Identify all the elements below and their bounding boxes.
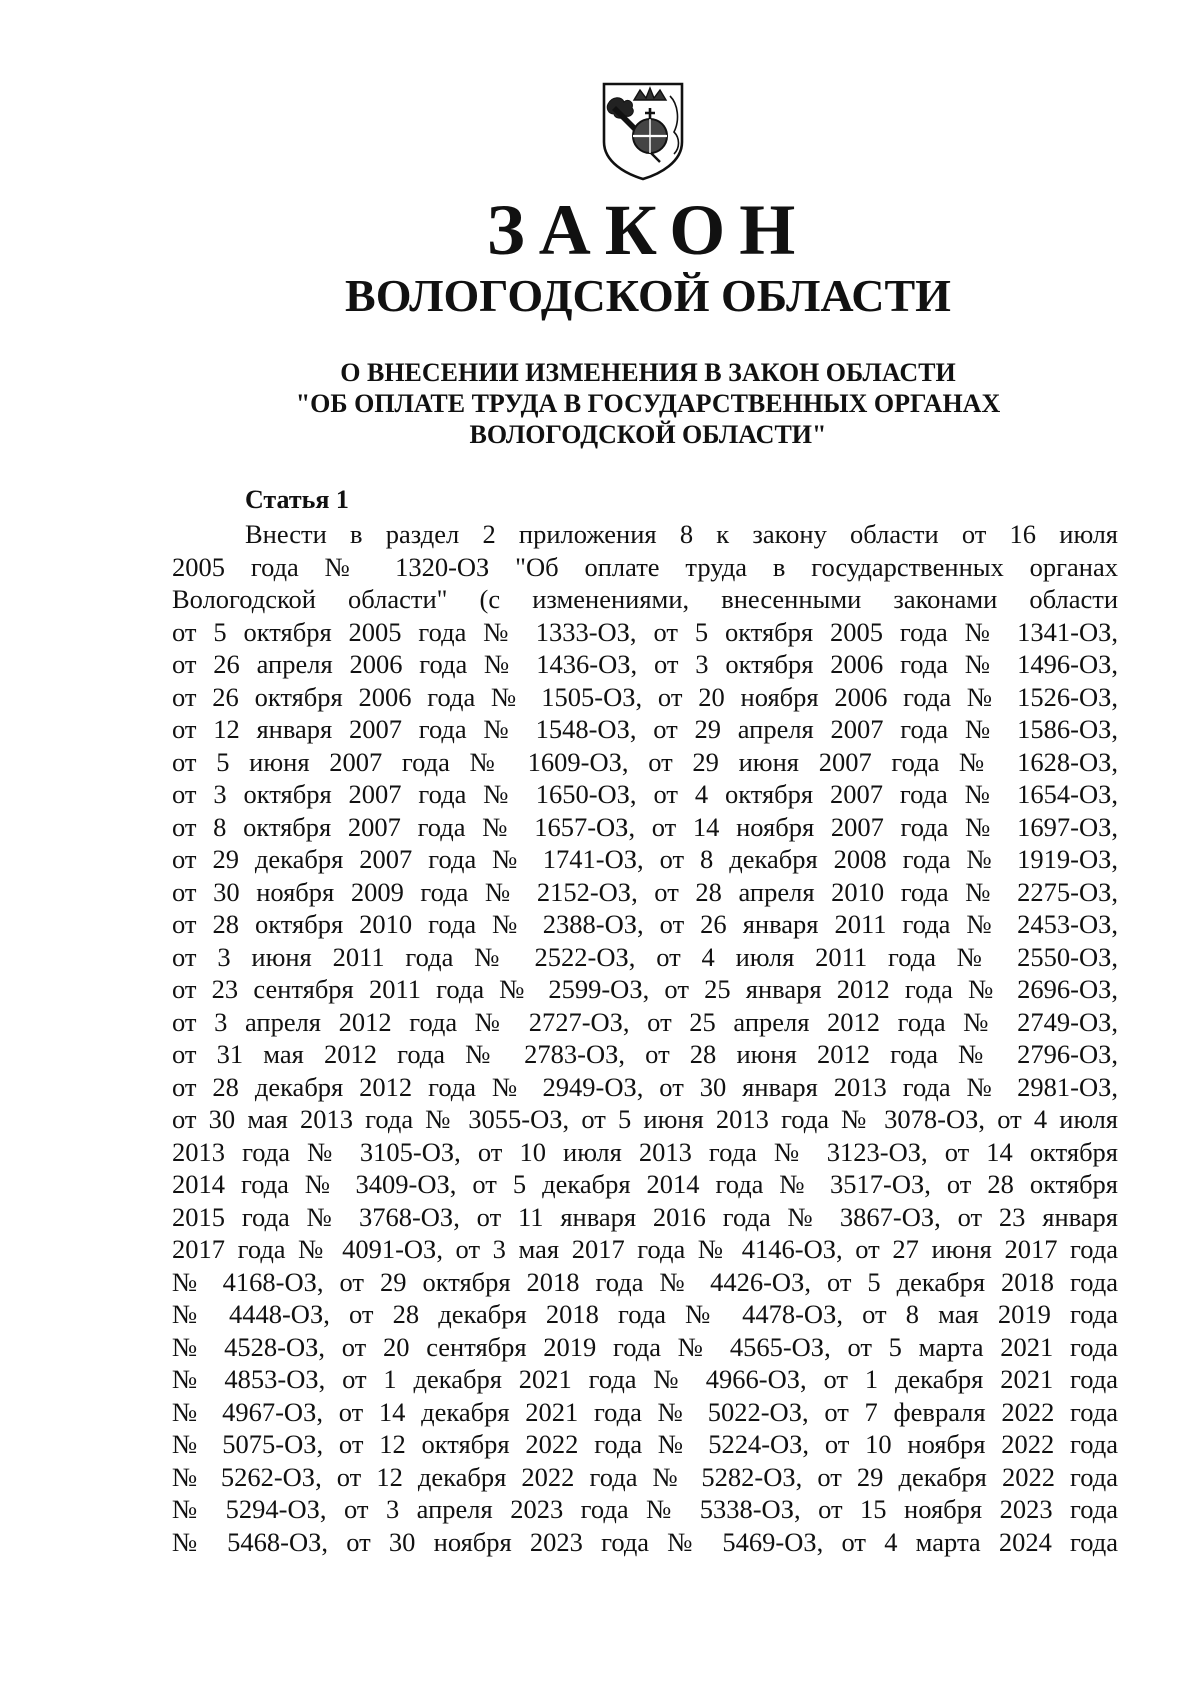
body-line: от 26 апреля 2006 года № 1436-ОЗ, от 3 октября 2006 года № 1496-ОЗ,: [172, 649, 1118, 679]
law-title: ЗАКОН: [486, 190, 810, 270]
article-body: [172, 518, 1118, 1558]
body-line: 2013 года № 3105-ОЗ, от 10 июля 2013 года № 3123-ОЗ, от 14 октября: [172, 1136, 1118, 1167]
heading-line: "ОБ ОПЛАТЕ ТРУДА В ГОСУДАРСТВЕННЫХ ОРГАНАХ: [295, 389, 1001, 418]
body-line: от 31 мая 2012 года № 2783-ОЗ, от 28 июня 2012 года № 2796-ОЗ,: [172, 1039, 1118, 1069]
body-line: от 28 декабря 2012 года № 2949-ОЗ, от 30 января 2013 года № 2981-ОЗ,: [172, 1071, 1118, 1102]
law-heading: [0, 357, 1200, 450]
body-line: от 3 октября 2007 года № 1650-ОЗ, от 4 октября 2007 года № 1654-ОЗ,: [172, 779, 1118, 809]
body-line: 2014 года № 3409-ОЗ, от 5 декабря 2014 года № 3517-ОЗ, от 28 октября: [172, 1169, 1118, 1199]
body-line: 2005 года № 1320-ОЗ "Об оплате труда в государственных органах: [172, 551, 1118, 582]
body-line: № 5468-ОЗ, от 30 ноября 2023 года № 5469-ОЗ, от 4 марта 2024 года: [172, 1526, 1118, 1557]
body-line: Внести в раздел 2 приложения 8 к закону области от 16 июля: [245, 519, 1118, 549]
body-line: № 4853-ОЗ, от 1 декабря 2021 года № 4966-ОЗ, от 1 декабря 2021 года: [172, 1364, 1118, 1394]
body-line: 2015 года № 3768-ОЗ, от 11 января 2016 года № 3867-ОЗ, от 23 января: [172, 1201, 1118, 1232]
body-line: от 12 января 2007 года № 1548-ОЗ, от 29 апреля 2007 года № 1586-ОЗ,: [172, 714, 1118, 744]
body-line: от 5 июня 2007 года № 1609-ОЗ, от 29 июня 2007 года № 1628-ОЗ,: [172, 746, 1118, 777]
body-line: от 3 июня 2011 года № 2522-ОЗ, от 4 июля 2011 года № 2550-ОЗ,: [172, 941, 1118, 972]
body-line: от 29 декабря 2007 года № 1741-ОЗ, от 8 декабря 2008 года № 1919-ОЗ,: [172, 844, 1118, 874]
body-line: № 5294-ОЗ, от 3 апреля 2023 года № 5338-ОЗ, от 15 ноября 2023 года: [172, 1494, 1118, 1524]
body-line: № 5262-ОЗ, от 12 декабря 2022 года № 5282-ОЗ, от 29 декабря 2022 года: [172, 1461, 1118, 1492]
body-line: от 3 апреля 2012 года № 2727-ОЗ, от 25 апреля 2012 года № 2749-ОЗ,: [172, 1006, 1118, 1037]
body-line: № 4448-ОЗ, от 28 декабря 2018 года № 4478-ОЗ, от 8 мая 2019 года: [172, 1299, 1118, 1329]
body-line: Вологодской области" (с изменениями, внесенными законами области: [172, 584, 1118, 614]
body-line: № 4168-ОЗ, от 29 октября 2018 года № 4426-ОЗ, от 5 декабря 2018 года: [172, 1266, 1118, 1297]
law-region: ВОЛОГОДСКОЙ ОБЛАСТИ: [345, 270, 951, 321]
body-line: от 28 октября 2010 года № 2388-ОЗ, от 26 января 2011 года № 2453-ОЗ,: [172, 909, 1118, 939]
coat-of-arms-icon: [600, 80, 686, 182]
body-line: № 4967-ОЗ, от 14 декабря 2021 года № 5022-ОЗ, от 7 февраля 2022 года: [172, 1396, 1118, 1427]
heading-line: О ВНЕСЕНИИ ИЗМЕНЕНИЯ В ЗАКОН ОБЛАСТИ: [340, 358, 956, 387]
body-line: от 26 октября 2006 года № 1505-ОЗ, от 20 ноября 2006 года № 1526-ОЗ,: [172, 681, 1118, 712]
body-line: 2017 года № 4091-ОЗ, от 3 мая 2017 года № 4146-ОЗ, от 27 июня 2017 года: [172, 1234, 1118, 1264]
body-line: № 4528-ОЗ, от 20 сентября 2019 года № 4565-ОЗ, от 5 марта 2021 года: [172, 1331, 1118, 1362]
article-title: Статья 1: [245, 485, 349, 514]
body-line: от 23 сентября 2011 года № 2599-ОЗ, от 25 января 2012 года № 2696-ОЗ,: [172, 974, 1118, 1004]
body-line: от 5 октября 2005 года № 1333-ОЗ, от 5 октября 2005 года № 1341-ОЗ,: [172, 616, 1118, 647]
body-line: от 30 мая 2013 года № 3055-ОЗ, от 5 июня 2013 года № 3078-ОЗ, от 4 июля: [172, 1104, 1118, 1134]
body-line: № 5075-ОЗ, от 12 октября 2022 года № 5224-ОЗ, от 10 ноября 2022 года: [172, 1429, 1118, 1459]
body-line: от 8 октября 2007 года № 1657-ОЗ, от 14 ноября 2007 года № 1697-ОЗ,: [172, 811, 1118, 842]
body-line: от 30 ноября 2009 года № 2152-ОЗ, от 28 апреля 2010 года № 2275-ОЗ,: [172, 876, 1118, 907]
heading-line: ВОЛОГОДСКОЙ ОБЛАСТИ": [469, 420, 827, 449]
